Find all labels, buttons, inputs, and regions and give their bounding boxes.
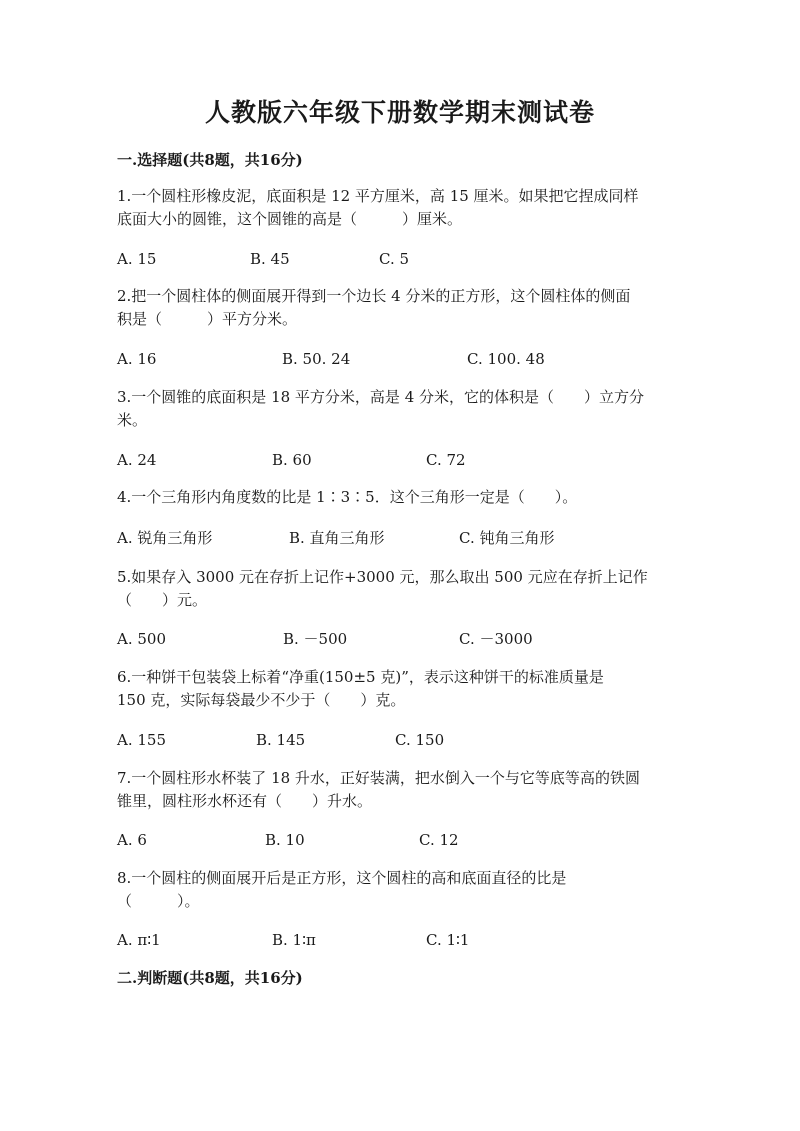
option-a: A. 16 [117,350,157,368]
question-2 [117,285,687,331]
option-c: C. 100. 48 [467,350,545,368]
question-2-options [117,348,717,370]
question-4 [117,486,687,509]
question-1 [117,185,687,231]
option-b: B. 60 [272,451,312,469]
question-8-options [117,929,717,951]
option-a: A. 24 [117,451,157,469]
question-5-options [117,628,717,650]
option-a: A. 500 [117,630,166,648]
option-a: A. 6 [117,831,147,849]
question-3-options [117,449,717,471]
option-b: B. －500 [283,630,348,648]
option-a: A. π∶1 [117,931,161,949]
option-b: B. 直角三角形 [289,529,385,547]
question-4-options [117,527,717,549]
question-line: 5.如果存入 3000 元在存折上记作+3000 元，那么取出 500 元应在存折上记作 [117,568,648,586]
option-b: B. 1∶π [272,931,316,949]
question-line: 1.一个圆柱形橡皮泥，底面积是 12 平方厘米，高 15 厘米。如果把它捏成同样 [117,187,639,205]
question-line: 7.一个圆柱形水杯装了 18 升水，正好装满，把水倒入一个与它等底等高的铁圆 [117,769,640,787]
question-line: 底面大小的圆锥，这个圆锥的高是（ ）厘米。 [117,210,463,228]
question-line: （ ）元。 [117,591,208,609]
question-line: 150 克，实际每袋最少不少于（ ）克。 [117,691,406,709]
question-line: 锥里，圆柱形水杯还有（ ）升水。 [117,792,373,810]
option-c: C. 1∶1 [426,931,470,949]
option-b: B. 50. 24 [282,350,351,368]
question-7 [117,767,687,813]
option-c: C. 5 [379,250,410,268]
question-6 [117,666,687,712]
question-6-options [117,729,717,751]
option-c: C. 12 [419,831,459,849]
option-a: A. 锐角三角形 [117,529,213,547]
option-c: C. 钝角三角形 [459,529,555,547]
question-7-options [117,829,717,851]
option-c: C. 150 [395,731,445,749]
option-b: B. 10 [265,831,305,849]
question-line: 米。 [117,411,148,429]
question-3 [117,386,687,432]
option-b: B. 145 [256,731,306,749]
question-line: 8.一个圆柱的侧面展开后是正方形，这个圆柱的高和底面直径的比是 [117,869,567,887]
question-5 [117,566,687,612]
option-b: B. 45 [250,250,290,268]
option-a: A. 155 [117,731,166,749]
exam-title: 人教版六年级下册数学期末测试卷 [204,98,595,127]
option-a: A. 15 [117,250,157,268]
question-line: （ ）。 [117,892,200,910]
question-8 [117,867,687,913]
question-line: 6.一种饼干包装袋上标着“净重(150±5 克)”，表示这种饼干的标准质量是 [117,668,604,686]
question-line: 2.把一个圆柱体的侧面展开得到一个边长 4 分米的正方形，这个圆柱体的侧面 [117,287,631,305]
option-c: C. －3000 [459,630,533,648]
question-1-options [117,248,717,270]
question-line: 积是（ ）平方分米。 [117,310,298,328]
question-line: 4.一个三角形内角度数的比是 1∶3∶5．这个三角形一定是（ ）。 [117,488,578,506]
question-line: 3.一个圆锥的底面积是 18 平方分米，高是 4 分米，它的体积是（ ）立方分 [117,388,645,406]
option-c: C. 72 [426,451,466,469]
section-header-multiple-choice: 一.选择题(共8题，共16分) [117,151,303,169]
section-header-true-false: 二.判断题(共8题，共16分) [117,969,303,987]
